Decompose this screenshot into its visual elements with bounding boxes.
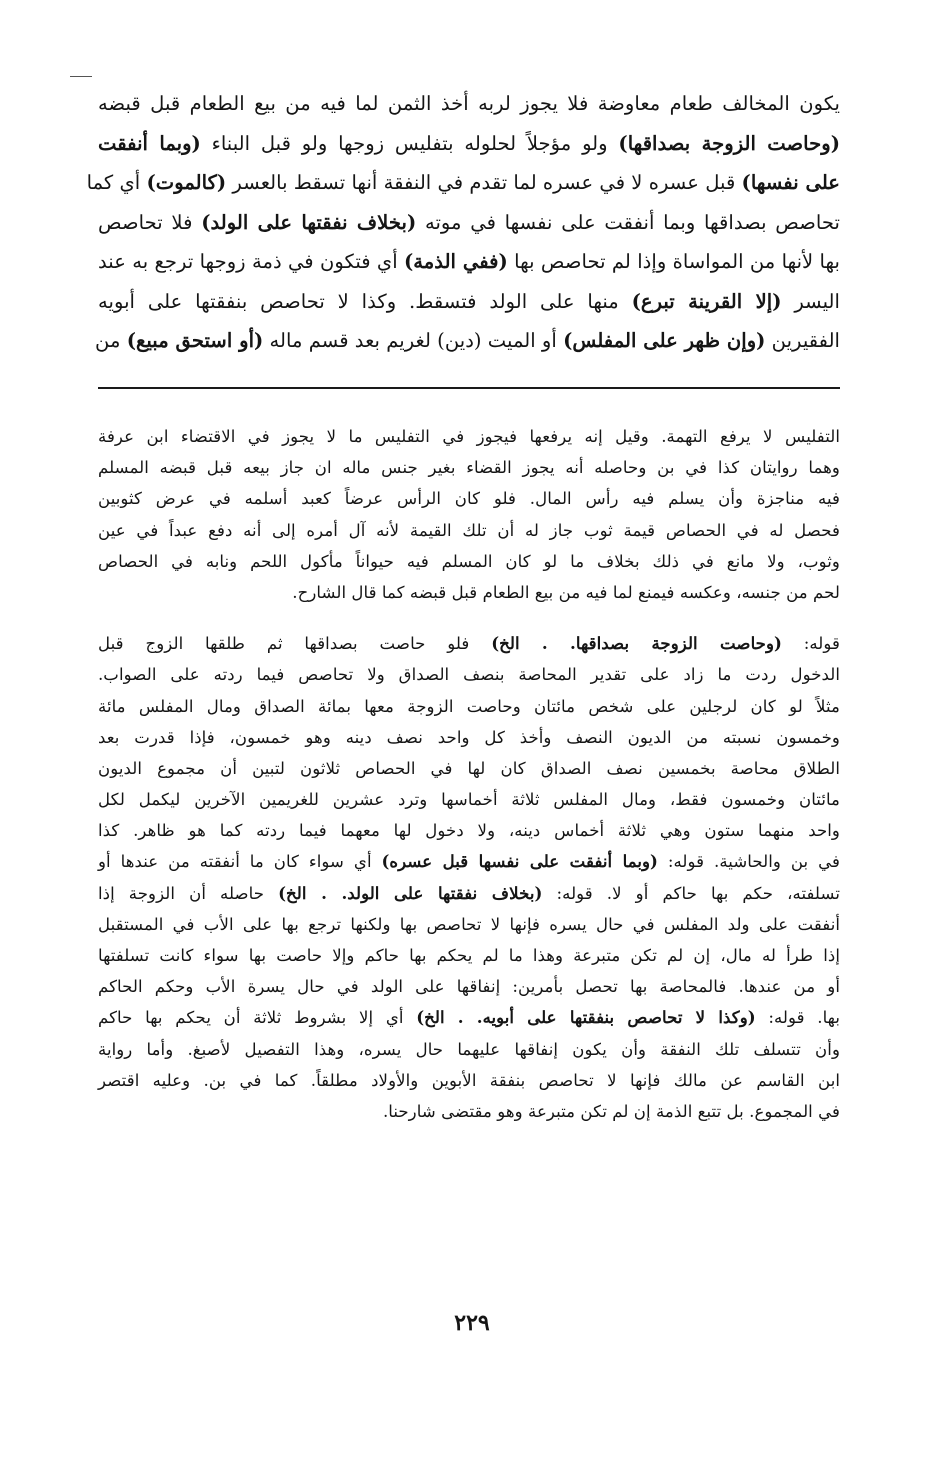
commentary-line [98, 483, 840, 514]
text-run: تسلفته، حكم بها حاكم أو لا. قوله: [542, 882, 840, 903]
text-run: التفليس لا يرفع التهمة. وقيل إنه يرفعها فيجوز في التفليس ما لا يجوز في الاقتضاء ابن عرفة [98, 426, 840, 446]
text-run: الفقيرين [765, 329, 840, 352]
commentary-line [98, 784, 840, 815]
commentary-line [98, 722, 840, 753]
bold-quote: (أو استحق مبيع) [126, 329, 264, 352]
bold-quote: على نفسها) [741, 171, 840, 194]
commentary-line [98, 846, 840, 877]
bold-quote: (وحاصت الزوجة بصداقها) [618, 131, 840, 155]
main-text-line [98, 203, 840, 243]
text-run: قبل عسره لا في عسره لما تقدم في النفقة أنها تسقط بالعسر [226, 171, 742, 194]
text-run: منها على الولد فتسقط. وكذا لا تحاصص بنفقتها على أبويه [98, 289, 632, 313]
text-run: أي إلا بشروط ثلاثة أن يحكم بها حاكم [98, 1007, 417, 1028]
text-run: الطلاق محاصة بخمسين نصف الصداق كان لها في الحصاص ثلاثون لتبين أن مجموع الديون [98, 757, 840, 778]
text-run: يكون المخالف طعام معاوضة فلا يجوز لربه أخذ الثمن لما فيه من بيع الطعام قبل قبضه [98, 92, 840, 115]
text-run: مثلاً لو كان لرجلين على شخص مائتان وحاصت الزوجة معها بمائة الصداق ومال المفلس مائة [98, 695, 840, 716]
text-run: وثوب، ولا مانع في ذلك بخلاف ما لو كان المسلم فيه حيواناً مأكول اللحم ونابه في الحصاص [98, 550, 840, 571]
text-run: تحاصص بصداقها وبما أنفقت على نفسها في موته [416, 210, 840, 234]
commentary-line [98, 940, 840, 971]
text-run: فلو حاصت بصداقها ثم طلقها الزوج قبل [98, 633, 492, 654]
text-run: لحم من جنسه، وعكسه فيمنع لما فيه من بيع الطعام قبل قبضه كما قال الشارح. [292, 581, 840, 602]
bold-quote: (وبما أنفقت [98, 131, 201, 155]
bold-quote: (ففي الذمة) [404, 250, 508, 273]
commentary-line [98, 878, 840, 909]
commentary-line [98, 452, 840, 483]
page-number: ٢٢٩ [454, 1310, 490, 1336]
commentary-line [98, 1034, 840, 1065]
text-run: وهما روايتان كذا في بن وحاصله أنه يجوز القضاء بغير جنس ماله ان جاز بيعه قبل قبضه المسلم [98, 457, 840, 478]
bold-quote: (بخلاف نفقتها على الولد. . الخ) [278, 882, 543, 903]
commentary-line [98, 971, 840, 1002]
text-run: فيه مناجزة وأن يسلم فيه رأس المال. فلو كان الرأس عرضاً كعبد أسلمه في عرض كثوبين [98, 488, 840, 509]
commentary-line [98, 753, 840, 784]
text-run: بها لأنها من المواساة وإذا لم تحاصص بها [507, 250, 840, 273]
commentary-line [98, 421, 840, 452]
bold-quote: (وكذا لا تحاصص بنفقتها على أبويه. . الخ) [416, 1007, 756, 1028]
main-text-line [95, 321, 840, 361]
commentary-line [98, 515, 840, 546]
text-run: إذا طرأ له مال، إن لم تكن متبرعة وهذا ما لم يحكم بها حاكم وإلا حاصت بها سواء كانت تسلفتها [98, 945, 840, 965]
text-run: من [95, 329, 127, 352]
text-run: واحد منهما ستون وهي ثلاثة أخماس دينه، ولا دخول لها معهما فيما ردته كما هو ظاهر. كذا [98, 820, 840, 841]
commentary-line [98, 659, 840, 690]
commentary-block [98, 421, 840, 1127]
commentary-line [98, 815, 840, 846]
main-text-block [86, 84, 840, 361]
commentary-line [98, 628, 840, 659]
bold-quote: (وإن ظهر على المفلس) [563, 329, 766, 352]
text-run: بها. قوله: [755, 1007, 841, 1028]
commentary-line [98, 909, 840, 940]
main-text-line [98, 84, 840, 124]
margin-mark [70, 76, 92, 77]
commentary-line [98, 546, 840, 577]
main-text-line [98, 242, 840, 282]
text-run: في المجموع. بل تتبع الذمة إن لم تكن متبرعة وهو مقتضى شارحنا. [382, 1100, 840, 1121]
text-run: أي كما [86, 171, 147, 194]
text-run: ولو مؤجلاً لحلوله بتفليس زوجها ولو قبل البناء [200, 131, 619, 155]
commentary-line [98, 577, 840, 608]
commentary-paragraph [98, 628, 840, 1127]
commentary-line [98, 1096, 840, 1127]
footnote-divider [98, 387, 840, 389]
text-run: الدخول ردت ما زاد على تقدير المحاصة بنصف الصداق ولا تحاصص فيما ردته على الصواب. [98, 664, 840, 685]
text-run: ابن القاسم عن مالك فإنها لا تحاصص بنفقة الأبوين والأولاد مطلقاً. كما في بن. وعليه اقتصر [98, 1069, 840, 1090]
text-run: أي سواء كان ما أنفقته من عندها أو [98, 851, 382, 872]
text-run: قوله: [781, 633, 840, 654]
text-run: أو الميت (دين) لغريم بعد قسم ماله [263, 329, 564, 352]
bold-quote: (كالموت) [146, 171, 227, 194]
main-text-line [98, 282, 840, 322]
text-run: فحصل له في الحصاص قيمة ثوب جاز له أن تلك القيمة لأنه آل أمره إلى أنه دفع عبداً في عين [98, 519, 840, 540]
main-text-line [86, 163, 840, 203]
commentary-line [98, 1065, 840, 1096]
text-run: مائتان وخمسون فقط، ومال المفلس ثلاثة أخماسها وترد عشرين للغريمين الآخرين ليكمل لكل [98, 789, 840, 810]
text-run: اليسر [781, 289, 840, 313]
bold-quote: (إلا القرينة تبرع) [631, 289, 782, 313]
text-run: أو من عندها. فالمحاصة بها تحصل بأمرين: إنفاقها على الولد في حال يسرة الأب وحكم الحاكم [98, 976, 840, 997]
commentary-line [98, 691, 840, 722]
commentary-paragraph [98, 421, 840, 608]
text-run: أنفقت على ولد المفلس في حال يسره فإنها لا تحاصص بها ولكنها ترجع بها على الأب في المستقبل [98, 913, 840, 934]
text-run: فلا تحاصص [98, 210, 202, 234]
text-run: وأن تتسلف تلك النفقة وأن يكون إنفاقها عليهما حال يسره، وهذا التفصيل لأصبغ. وأما رواية [98, 1038, 840, 1059]
text-run: في بن والحاشية. قوله: [657, 851, 840, 872]
text-run: وخمسون نسبته من الديون النصف وأخذ كل واحد نصف دينه وهو خمسون، فإذا قدرت بعد [98, 726, 840, 747]
bold-quote: (وبما أنفقت على نفسها قبل عسره) [381, 851, 658, 872]
bold-quote: (بخلاف نفقتها على الولد) [201, 210, 417, 234]
text-run: حاصله أن الزوجة إذا [98, 882, 279, 903]
bold-quote: (وحاصت الزوجة بصداقها. . الخ) [491, 633, 782, 654]
commentary-line [98, 1002, 840, 1033]
main-text-line [98, 124, 840, 164]
text-run: أي فتكون في ذمة زوجها ترجع به عند [98, 250, 405, 273]
